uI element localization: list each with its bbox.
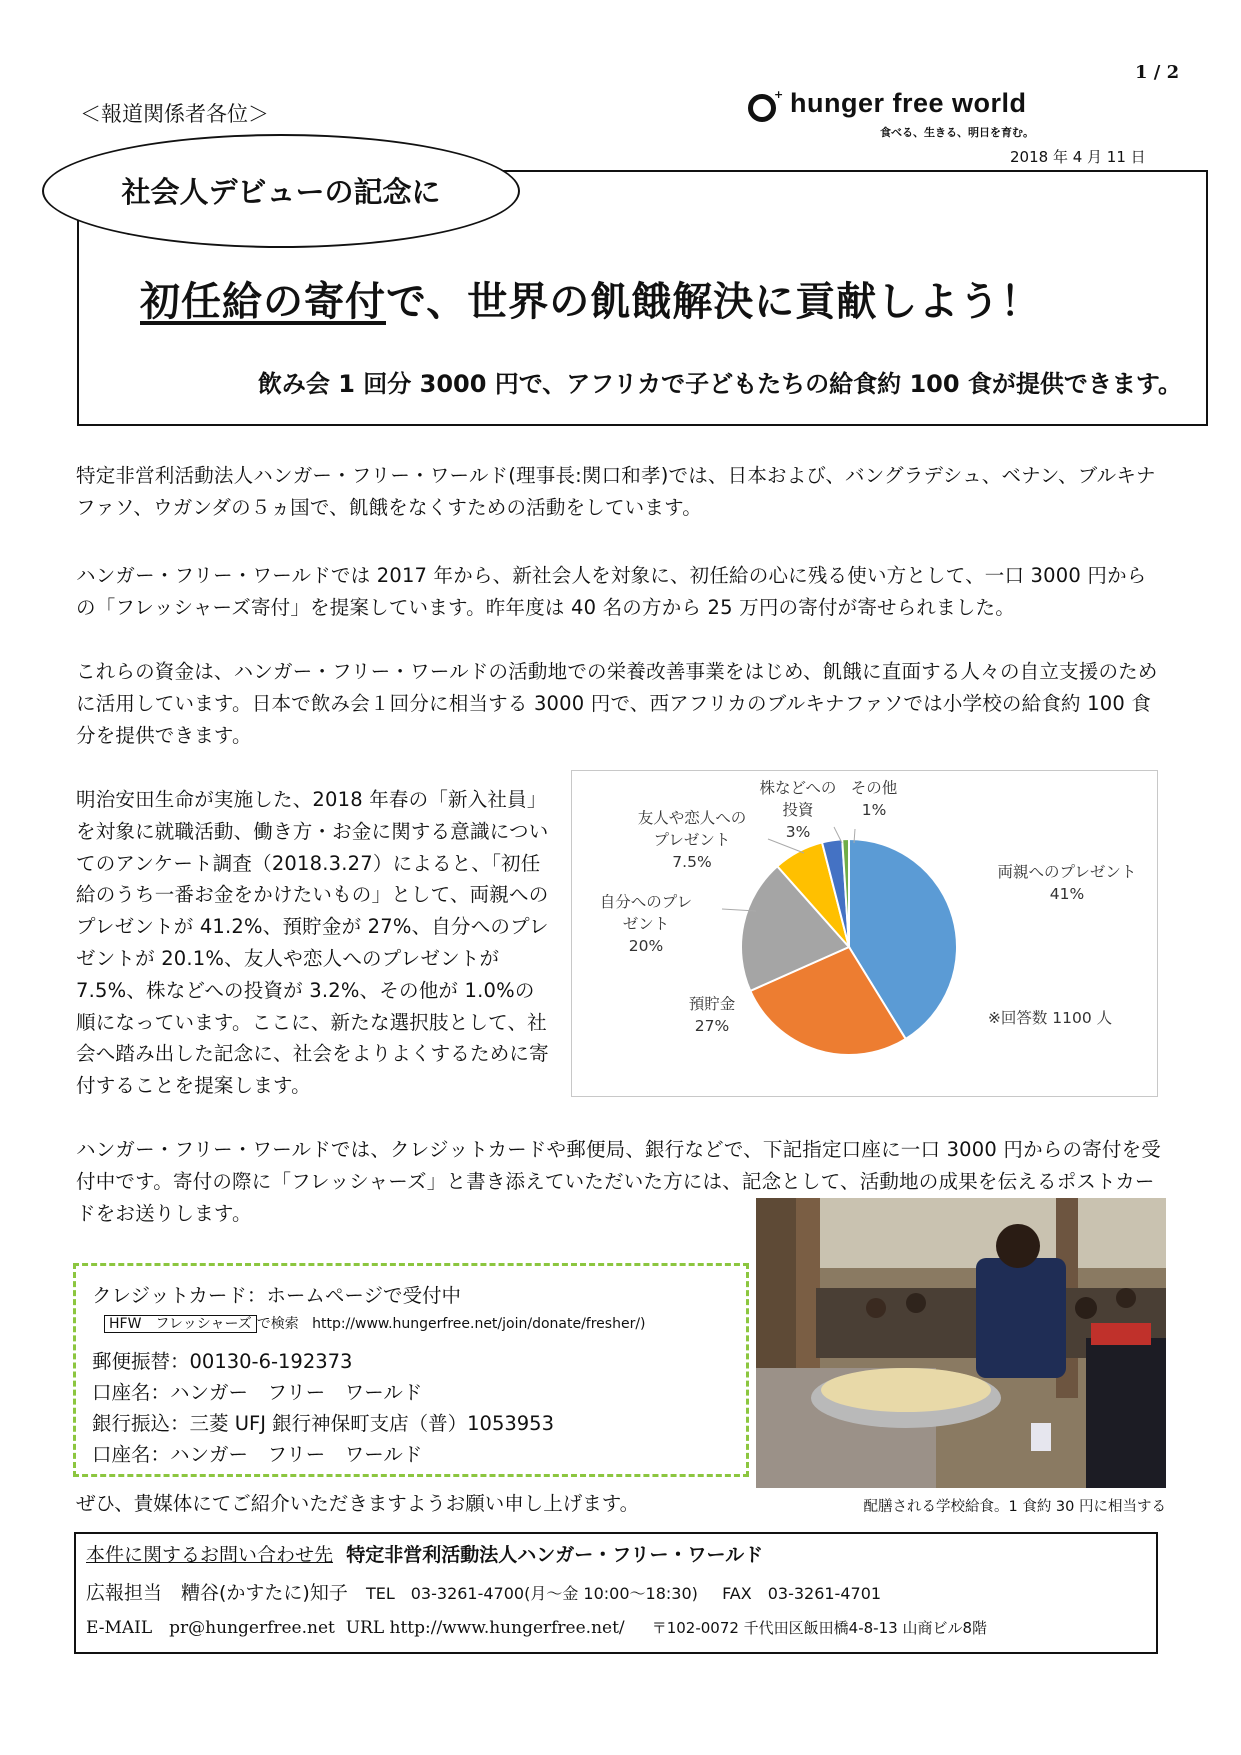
school-lunch-photo: [756, 1198, 1166, 1488]
school-lunch-photo-illustration: [756, 1198, 1166, 1488]
contact-web-row: [86, 1613, 987, 1638]
photo-child-head: [866, 1298, 886, 1318]
label-stocks-name-2: 投資: [782, 801, 814, 819]
contact-address: 〒102-0072 千代田区飯田橋4-8-13 山商ビル8階: [651, 1619, 987, 1637]
contact-phone-row: [86, 1578, 881, 1605]
photo-child-hat: [1091, 1323, 1151, 1345]
contact-heading: 本件に関するお問い合わせ先: [86, 1544, 334, 1566]
contact-fax: FAX 03-3261-4701: [722, 1584, 882, 1603]
donation-bank-account: 口座名：ハンガー フリー ワールド: [92, 1443, 423, 1466]
label-friends-name-1: 友人や恋人への: [637, 809, 747, 827]
donation-url[interactable]: http://www.hungerfree.net/join/donate/fresher/): [312, 1316, 646, 1332]
label-parents: [982, 861, 1152, 905]
paragraph-intro: 特定非営利活動法人ハンガー・フリー・ワールド(理事長:関口和孝)では、日本および、バングラデシュ、ベナン、ブルキナファソ、ウガンダの５ヵ国で、飢餓をなくすための活動をしています。: [76, 464, 1156, 519]
paragraph-survey: 明治安田生命が実施した、2018 年春の「新入社員」を対象に就職活動、働き方・お金に関する意識についてのアンケート調査（2018.3.27）によると、「初任給のうち一番お金をかけたいもの」として、両親へのプレゼントが 41.2%、預貯金が 27%、自分へのプレゼントが 20.1%、友人や恋人へのプレゼントが 7.5%、株などへの投資が 3.2%、その他が 1.0%の順になっています。ここに、新たな選択肢として、社会へ踏み出した記念に、社会をよりよくするために寄付することを提案します。: [76, 788, 549, 1098]
logo-name: hunger free world: [790, 88, 1027, 118]
label-self-name-1: 自分へのプレ: [599, 893, 693, 911]
photo-cup: [1031, 1423, 1051, 1451]
contact-org: 特定非営利活動法人ハンガー・フリー・ワールド: [346, 1544, 764, 1566]
donation-credit: クレジットカード：ホームページで受付中: [92, 1284, 462, 1307]
search-suffix: で検索: [256, 1316, 299, 1332]
logo-plus-icon: +: [774, 88, 784, 101]
label-savings-name: 預貯金: [688, 995, 736, 1013]
label-savings-value: 27%: [694, 1017, 730, 1035]
logo: [748, 88, 1078, 140]
photo-caption: 配膳される学校給食。1 食約 30 円に相当する: [863, 1499, 1166, 1515]
photo-man-head: [996, 1224, 1040, 1268]
donation-search-row: [104, 1313, 646, 1333]
contact-url[interactable]: URL http://www.hungerfree.net/: [345, 1618, 625, 1638]
label-other: [834, 777, 914, 821]
label-stocks: [748, 777, 848, 843]
label-other-name: その他: [850, 779, 898, 797]
label-self: [586, 891, 706, 957]
page-number: 1 / 2: [1135, 62, 1180, 83]
search-term-box: HFW フレッシャーズ: [104, 1315, 257, 1333]
label-friends: [622, 807, 762, 873]
title-bubble-text: 社会人デビューの記念に: [121, 175, 441, 209]
contact-person: 広報担当 糟谷(かすたに)知子: [86, 1582, 348, 1604]
closing-remark: ぜひ、貴媒体にてご紹介いただきますようお願い申し上げます。: [76, 1492, 640, 1515]
photo-child-right: [1086, 1338, 1166, 1488]
photo-man-shirt: [976, 1258, 1066, 1378]
donation-postal-account: 口座名：ハンガー フリー ワールド: [92, 1381, 423, 1404]
paragraph-fresher-donation: ハンガー・フリー・ワールドでは 2017 年から、新社会人を対象に、初任給の心に残る使い方として、一口 3000 円からの「フレッシャーズ寄付」を提案しています。昨年度は 40 名の方から 25 万円の寄付が寄せられました。: [76, 564, 1147, 619]
release-date: 2018 年 4 月 11 日: [1010, 148, 1146, 166]
contact-email[interactable]: E-MAIL pr@hungerfree.net: [86, 1618, 335, 1638]
contact-heading-row: [86, 1540, 763, 1567]
press-salutation: ＜報道関係者各位＞: [80, 102, 269, 126]
chart-note: ※回答数 1100 人: [987, 1009, 1113, 1027]
label-parents-name: 両親へのプレゼント: [997, 863, 1137, 881]
paragraph-fund-usage: これらの資金は、ハンガー・フリー・ワールドの活動地での栄養改善事業をはじめ、飢餓に直面する人々の自立支援のために活用しています。日本で飲み会１回分に相当する 3000 円で、西アフリカのブルキナファソでは小学校の給食約 100 食分を提供できます。: [76, 660, 1158, 747]
contact-tel: TEL 03-3261-4700(月～金 10:00～18:30): [365, 1584, 698, 1603]
label-self-value: 20%: [628, 937, 664, 955]
label-friends-name-2: プレゼント: [653, 831, 731, 849]
paragraph-accepting: ハンガー・フリー・ワールドでは、クレジットカードや郵便局、銀行などで、下記指定口座に一口 3000 円からの寄付を受付中です。寄付の際に「フレッシャーズ」と書き添えていただいた方には、記念として、活動地の成果を伝えるポストカードをお送りします。: [76, 1138, 1161, 1225]
label-stocks-value: 3%: [785, 823, 811, 841]
logo-tagline: 食べる、生きる、明日を育む。: [880, 126, 1034, 139]
pie-chart: [571, 770, 1158, 1097]
label-friends-value: 7.5%: [672, 853, 712, 871]
label-other-value: 1%: [861, 801, 887, 819]
label-savings: [662, 993, 762, 1037]
photo-child-head: [1075, 1297, 1097, 1319]
label-self-name-2: ゼント: [622, 915, 670, 933]
logo-ring-icon: [748, 94, 776, 122]
photo-food: [821, 1368, 991, 1412]
donation-postal: 郵便振替：00130-6-192373: [92, 1350, 353, 1373]
photo-child-head: [1116, 1288, 1136, 1308]
headline-rest: で、世界の飢餓解決に貢献しよう！: [386, 279, 1042, 325]
subheadline: 飲み会 1 回分 3000 円で、アフリカで子どもたちの給食約 100 食が提供できます。: [257, 370, 1182, 398]
photo-child-head: [906, 1293, 926, 1313]
donation-bank: 銀行振込：三菱 UFJ 銀行神保町支店（普）1053953: [92, 1412, 554, 1435]
headline: [140, 270, 1200, 327]
headline-underlined: 初任給の寄付: [140, 279, 386, 325]
label-parents-value: 41%: [1049, 885, 1085, 903]
label-stocks-name-1: 株などへの: [759, 779, 837, 797]
